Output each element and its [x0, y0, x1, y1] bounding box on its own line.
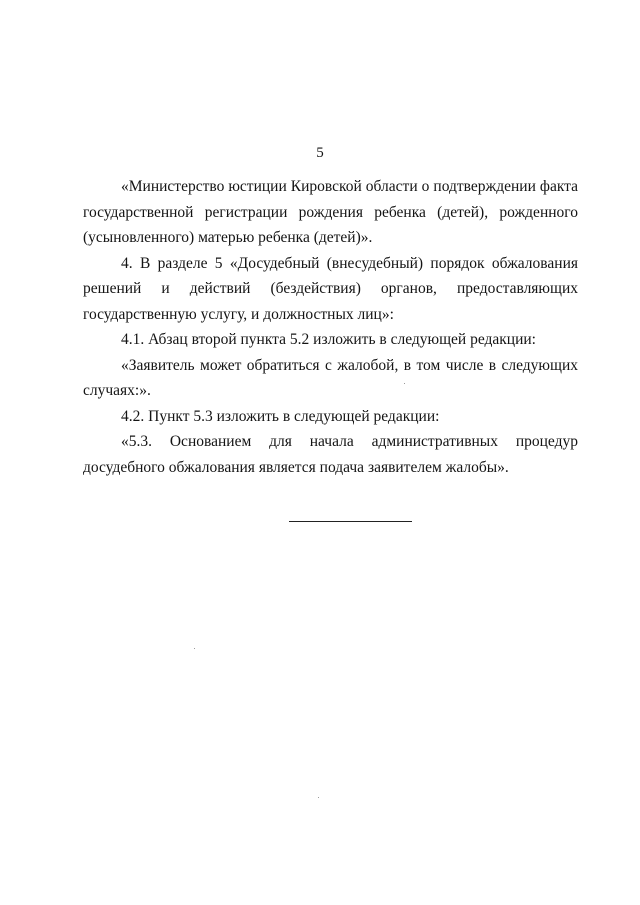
paragraph: «Министерство юстиции Кировской области о подтверждении факта государственной регистрации рождения ребенка (детей), рожденного (усыновленного) матерью ребенка (детей)».: [83, 178, 578, 246]
scan-speck: [194, 648, 195, 649]
paragraph: «5.3. Основанием для начала административных процедур досудебного обжалования является подача заявителем жалобы».: [83, 433, 578, 476]
scan-speck: [318, 797, 319, 798]
paragraph: 4. В разделе 5 «Досудебный (внесудебный) порядок обжалования решений и действий (бездействия) органов, предоставляющих государственную услугу, и должностных лиц»:: [83, 254, 578, 323]
paragraph: 4.1. Абзац второй пункта 5.2 изложить в следующей редакции:: [121, 331, 536, 348]
page-number: 5: [316, 145, 324, 161]
end-separator-line: [289, 521, 412, 522]
paragraph: 4.2. Пункт 5.3 изложить в следующей редакции:: [121, 407, 440, 425]
paragraph: «Заявитель может обратиться с жалобой, в том числе в следующих случаях:».: [83, 356, 578, 399]
scan-speck: [404, 383, 405, 384]
document-body: [83, 174, 578, 480]
